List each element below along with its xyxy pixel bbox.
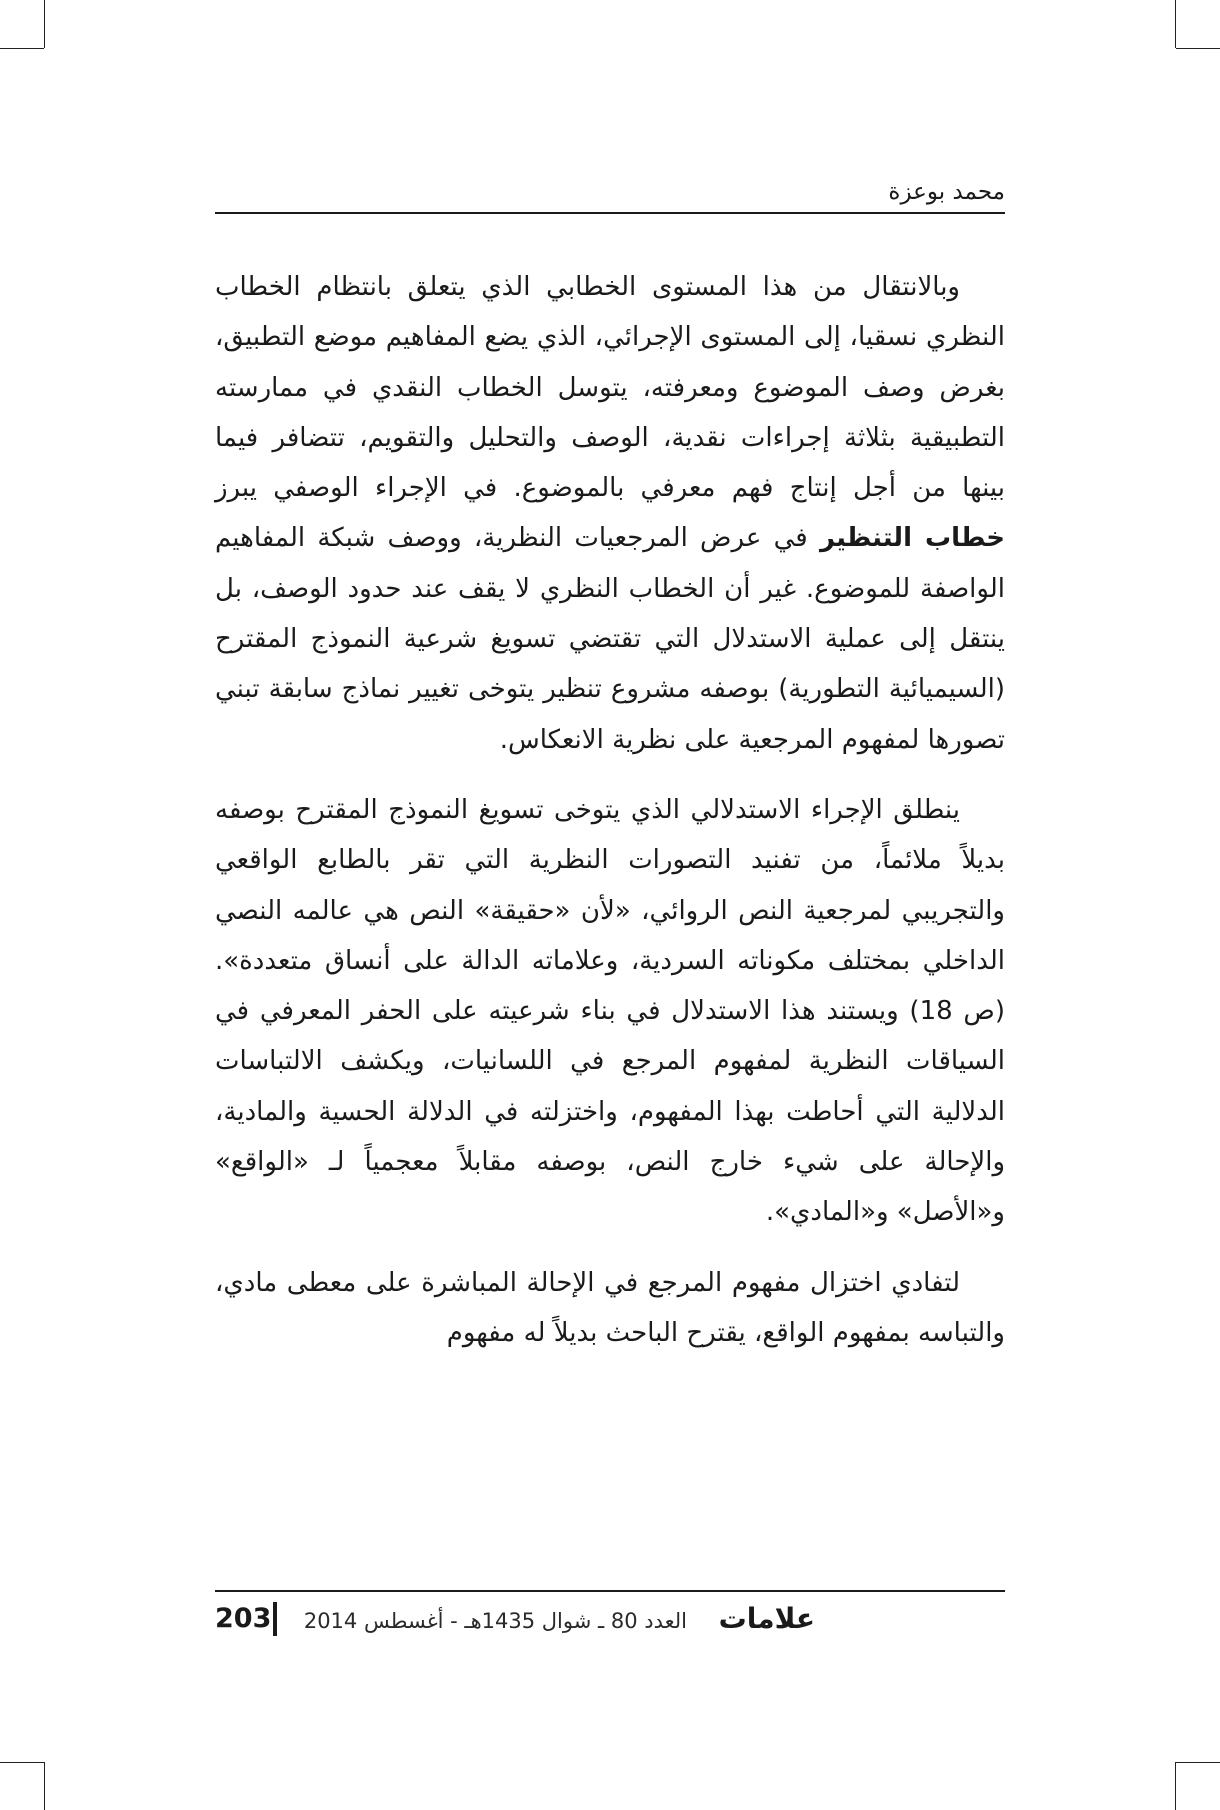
running-head: [215, 175, 1005, 215]
page-number-separator: [273, 1602, 277, 1636]
paragraph-2: ينطلق الإجراء الاستدلالي الذي يتوخى تسويغ النموذج المقترح بوصفه بديلاً ملائماً، من تفنيد التصورات النظرية التي تقر بالطابع الواقعي والتجريبي لمرجعية النص الروائي، «لأن «حقيقة» النص هي عالمه النصي الداخلي بمختلف مكوناته السردية، وعلاماته الدالة على أنساق متعددة». (ص 18) ويستند هذا الاستدلال في بناء شرعيته على الحفر المعرفي في السياقات النظرية لمفهوم المرجع في اللسانيات، ويكشف الالتباسات الدلالية التي أحاطت بهذا المفهوم، واختزلته في الدلالة الحسية والمادية، والإحالة على شيء خارج النص، بوصفه مقابلاً معجمياً لـ «الواقع» و«الأصل» و«المادي».: [215, 794, 1006, 1228]
footer-rule: [215, 1590, 1005, 1592]
page-footer: [215, 1598, 1005, 1642]
paragraph-1-part-a: وبالانتقال من هذا المستوى الخطابي الذي يتعلق بانتظام الخطاب النظري نسقيا، إلى المستوى الإجرائي، الذي يضع المفاهيم موضع التطبيق، بغرض وصف الموضوع ومعرفته، يتوسل الخطاب النقدي في ممارسته التطبيقية بثلاثة إجراءات نقدية، الوصف والتحليل والتقويم، تتضافر فيما بينها من أجل إنتاج فهم معرفي بالموضوع. في الإجراء الوصفي يبرز: [215, 272, 1005, 504]
crop-mark-top-right: [1175, 0, 1176, 48]
crop-mark-bottom-right-h: [1176, 1762, 1220, 1763]
crop-mark-bottom-left: [44, 1762, 45, 1810]
header-rule: [215, 212, 1005, 214]
paragraph-1: [215, 262, 1005, 765]
author-name: محمد بوعزة: [888, 179, 1005, 205]
crop-mark-top-left: [44, 0, 45, 48]
paragraph-1-bold-term: خطاب التنظير: [819, 523, 1005, 554]
paragraph-1-part-b: في عرض المرجعيات النظرية، ووصف شبكة المفاهيم الواصفة للموضوع. غير أن الخطاب النظري لا يقف عند حدود الوصف، بل ينتقل إلى عملية الاستدلال التي تقتضي تسويغ شرعية النموذج المقترح (السيميائية التطورية) بوصفه مشروع تنظير يتوخى تغيير نماذج سابقة تبني تصورها لمفهوم المرجعية على نظرية الانعكاس.: [215, 523, 1005, 755]
paragraph-3: لتفادي اختزال مفهوم المرجع في الإحالة المباشرة على معطى مادي، والتباسه بمفهوم الواقع، يقترح الباحث بديلاً له مفهوم: [215, 1267, 1005, 1348]
crop-mark-bottom-left-h: [0, 1762, 44, 1763]
crop-mark-bottom-right: [1175, 1762, 1176, 1810]
issue-info: العدد 80 ـ شوال 1435هـ - أغسطس 2014: [303, 1609, 687, 1633]
journal-logo: علامات: [718, 1602, 815, 1635]
crop-mark-top-right-h: [1176, 48, 1220, 49]
page-number: 203: [215, 1603, 272, 1634]
article-body: [215, 262, 1005, 1378]
crop-mark-top-left-h: [0, 48, 44, 49]
